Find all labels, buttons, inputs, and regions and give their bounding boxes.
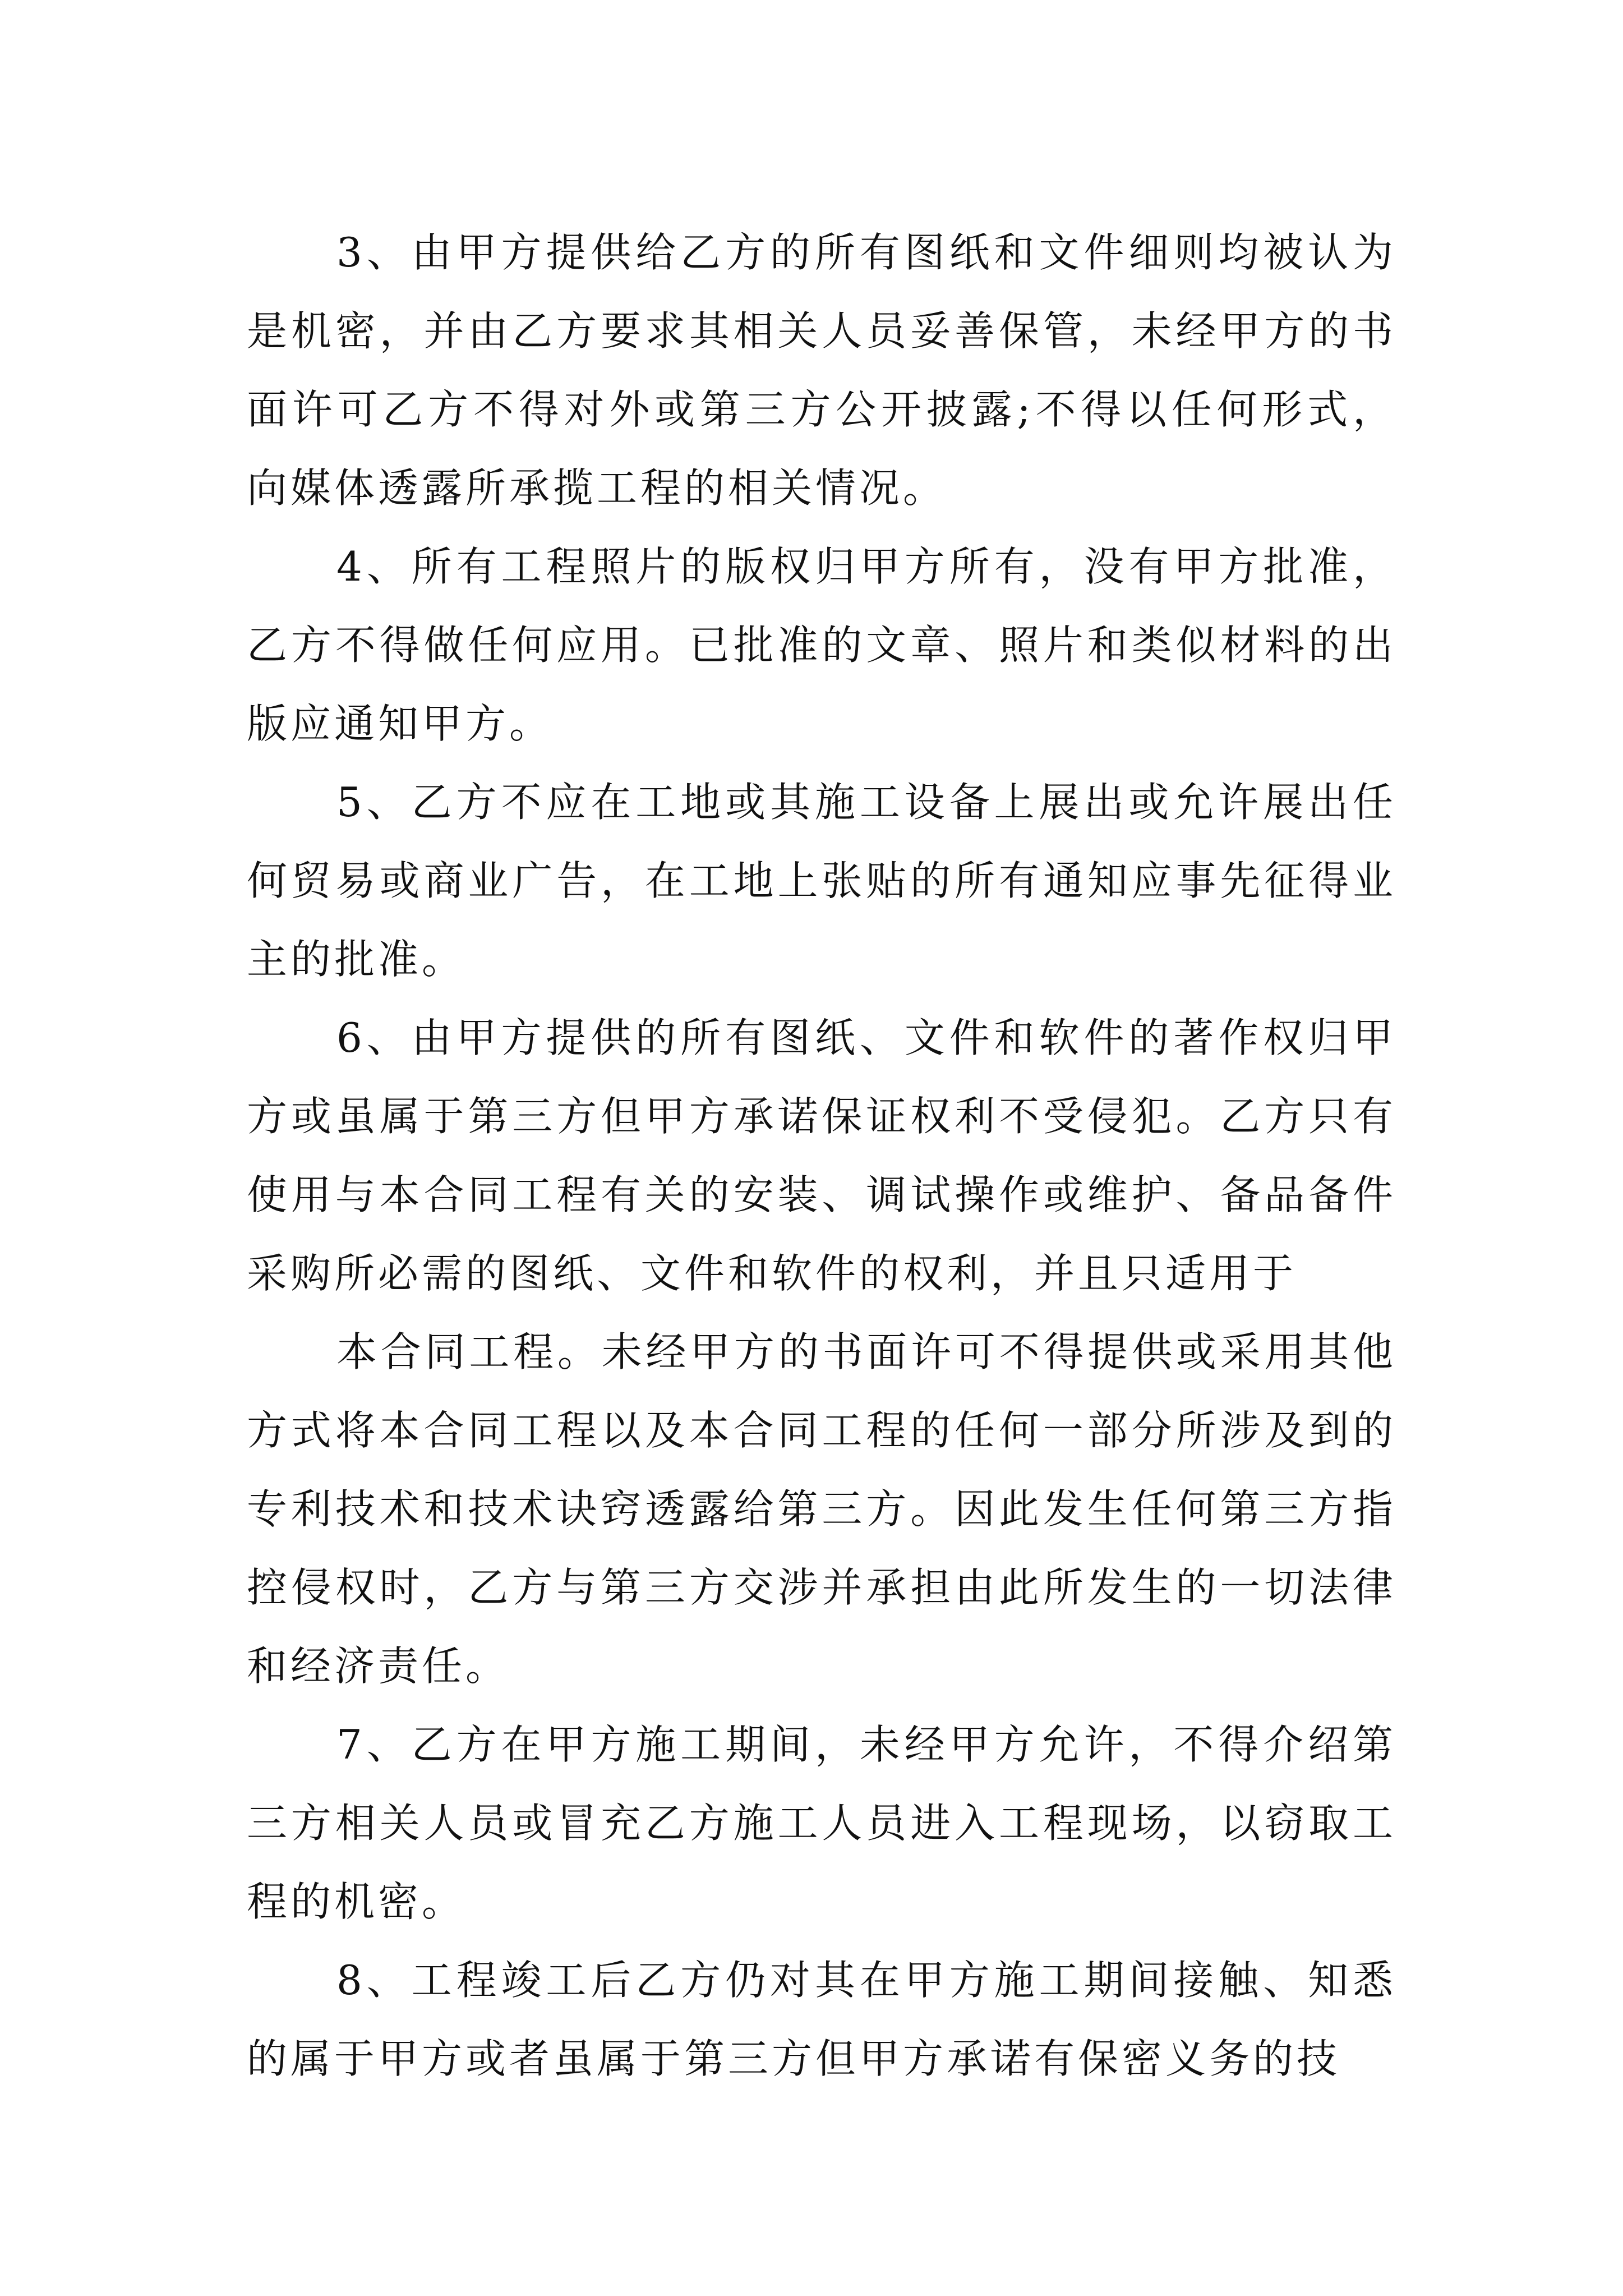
paragraph-clause-4: 4、所有工程照片的版权归甲方所有，没有甲方批准，乙方不得做任何应用。已批准的文章、照片和类似材料的出版应通知甲方。 <box>247 543 1396 747</box>
paragraph-clause-7: 7、乙方在甲方施工期间，未经甲方允许，不得介绍第三方相关人员或冒充乙方施工人员进入工程现场，以窃取工程的机密。 <box>247 1721 1396 1925</box>
paragraph-clause-6-continued: 本合同工程。未经甲方的书面许可不得提供或采用其他方式将本合同工程以及本合同工程的任何一部分所涉及到的专利技术和技术诀窍透露给第三方。因此发生任何第三方指控侵权时，乙方与第三方交涉并承担由此所发生的一切法律和经济责任。 <box>247 1328 1396 1690</box>
document-body <box>247 213 1396 2098</box>
paragraph-clause-8: 8、工程竣工后乙方仍对其在甲方施工期间接触、知悉的属于甲方或者虽属于第三方但甲方承诺有保密义务的技 <box>247 1957 1396 2082</box>
paragraph-clause-6: 6、由甲方提供的所有图纸、文件和软件的著作权归甲方或虽属于第三方但甲方承诺保证权利不受侵犯。乙方只有使用与本合同工程有关的安装、调试操作或维护、备品备件采购所必需的图纸、文件和软件的权利，并且只适用于 <box>247 1014 1396 1297</box>
paragraph-clause-5: 5、乙方不应在工地或其施工设备上展出或允许展出任何贸易或商业广告，在工地上张贴的所有通知应事先征得业主的批准。 <box>247 779 1396 983</box>
paragraph-clause-3: 3、由甲方提供给乙方的所有图纸和文件细则均被认为是机密，并由乙方要求其相关人员妥善保管，未经甲方的书面许可乙方不得对外或第三方公开披露;不得以任何形式，向媒体透露所承揽工程的相关情况。 <box>247 229 1396 512</box>
